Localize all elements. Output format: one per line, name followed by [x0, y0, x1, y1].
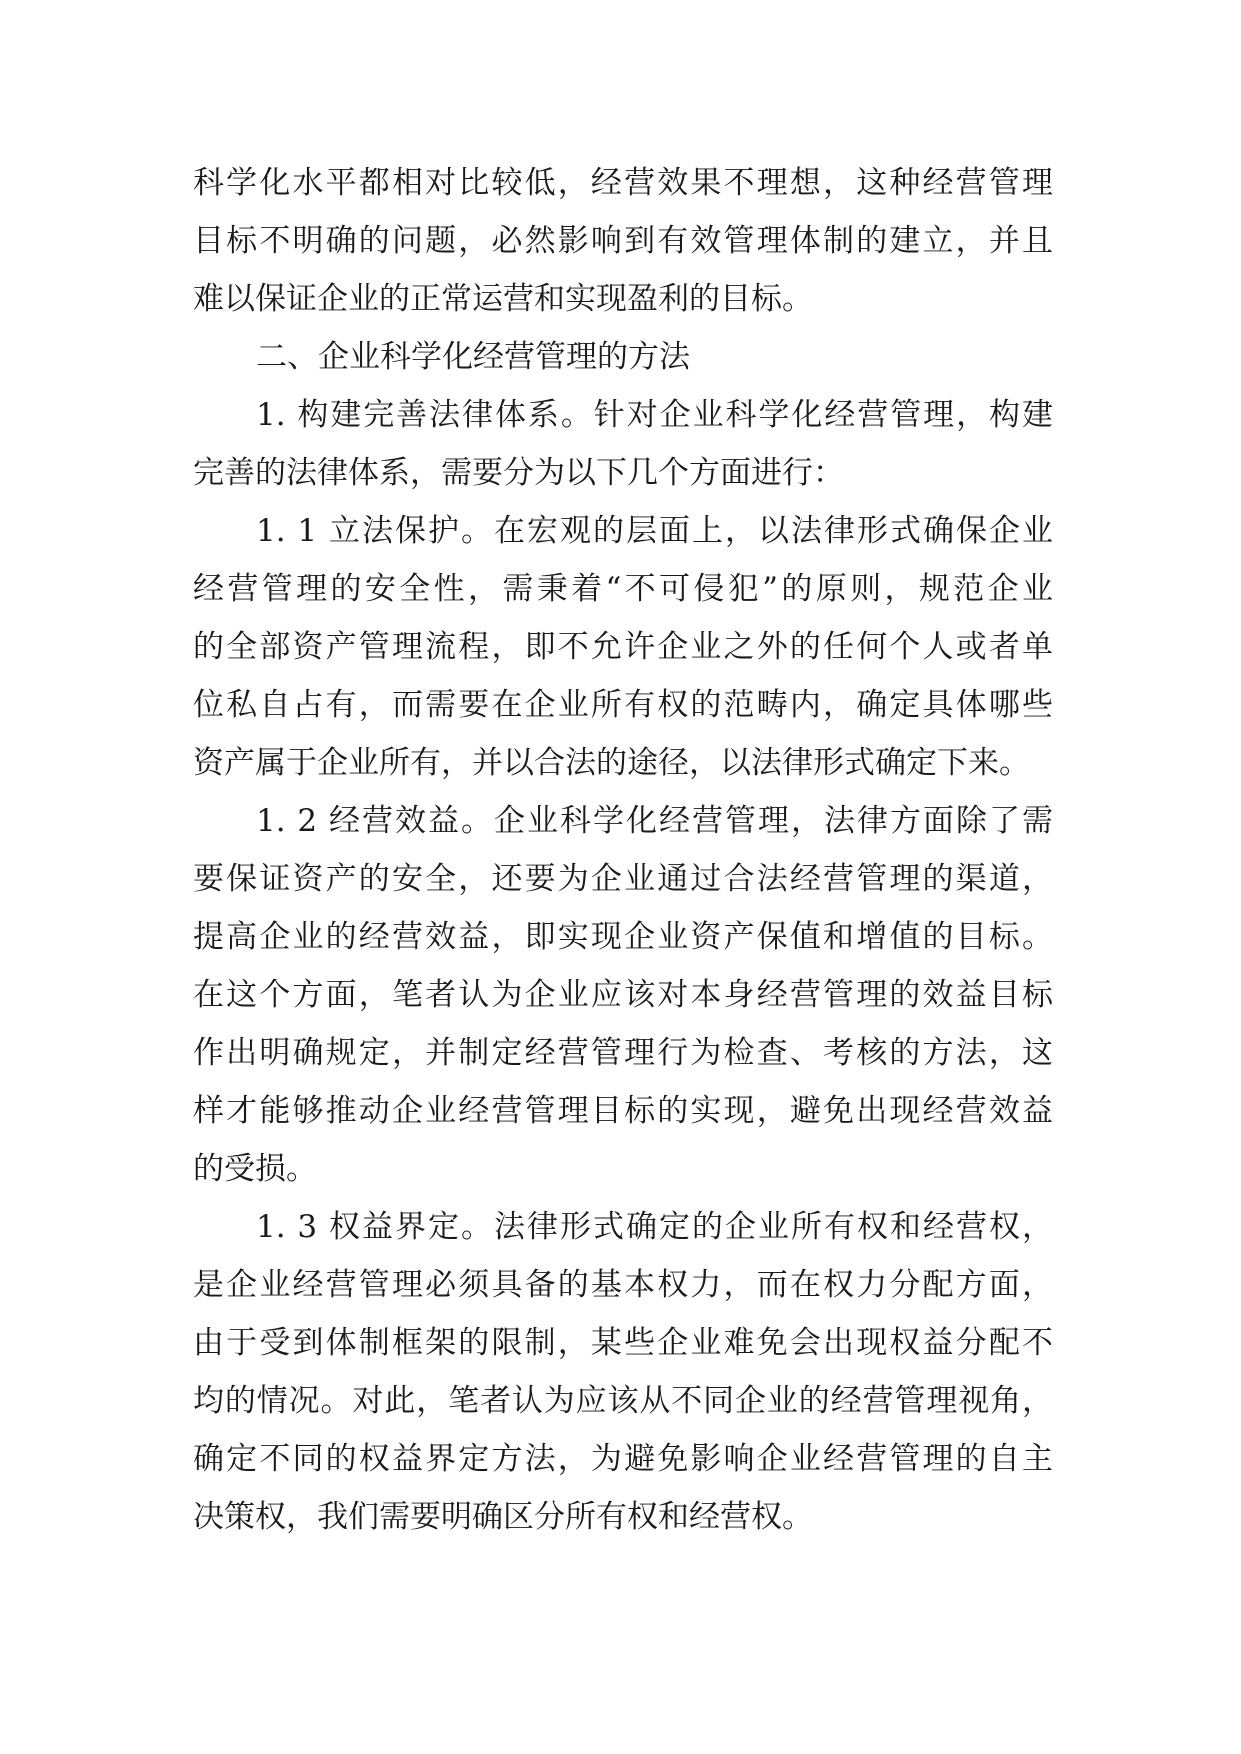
paragraph-line: 均的情况。对此，笔者认为应该从不同企业的经营管理视角， [193, 1383, 1053, 1419]
paragraph-line: 位私自占有，而需要在企业所有权的范畴内，确定具体哪些 [193, 687, 1053, 723]
paragraph-line: 要保证资产的安全，还要为企业通过合法经营管理的渠道， [193, 861, 1053, 897]
paragraph-line: 的全部资产管理流程，即不允许企业之外的任何个人或者单 [193, 629, 1053, 665]
paragraph-line: 提高企业的经营效益，即实现企业资产保值和增值的目标。 [193, 919, 1053, 955]
paragraph-line: 在这个方面，笔者认为企业应该对本身经营管理的效益目标 [193, 977, 1053, 1013]
paragraph-line: 1. 1 立法保护。在宏观的层面上，以法律形式确保企业 [256, 513, 1053, 549]
paragraph-line: 的受损。 [193, 1151, 317, 1187]
paragraph-line: 1. 构建完善法律体系。针对企业科学化经营管理，构建 [256, 397, 1053, 433]
paragraph-line: 完善的法律体系，需要分为以下几个方面进行： [193, 455, 844, 491]
paragraph-line: 1. 3 权益界定。法律形式确定的企业所有权和经营权， [256, 1209, 1053, 1245]
paragraph-line: 目标不明确的问题，必然影响到有效管理体制的建立，并且 [193, 223, 1053, 259]
paragraph-line: 决策权，我们需要明确区分所有权和经营权。 [193, 1499, 813, 1535]
paragraph-line: 经营管理的安全性，需秉着“不可侵犯”的原则，规范企业 [193, 571, 1053, 607]
paragraph-line: 是企业经营管理必须具备的基本权力，而在权力分配方面， [193, 1267, 1053, 1303]
paragraph-line: 样才能够推动企业经营管理目标的实现，避免出现经营效益 [193, 1093, 1053, 1129]
paragraph-line: 难以保证企业的正常运营和实现盈利的目标。 [193, 281, 813, 317]
section-heading: 二、企业科学化经营管理的方法 [256, 339, 690, 375]
paragraph-line: 科学化水平都相对比较低，经营效果不理想，这种经营管理 [193, 165, 1053, 201]
paragraph-line: 资产属于企业所有，并以合法的途径，以法律形式确定下来。 [193, 745, 1030, 781]
paragraph-line: 由于受到体制框架的限制，某些企业难免会出现权益分配不 [193, 1325, 1053, 1361]
paragraph-line: 1. 2 经营效益。企业科学化经营管理，法律方面除了需 [256, 803, 1053, 839]
paragraph-line: 确定不同的权益界定方法，为避免影响企业经营管理的自主 [193, 1441, 1053, 1477]
paragraph-line: 作出明确规定，并制定经营管理行为检查、考核的方法，这 [193, 1035, 1053, 1071]
